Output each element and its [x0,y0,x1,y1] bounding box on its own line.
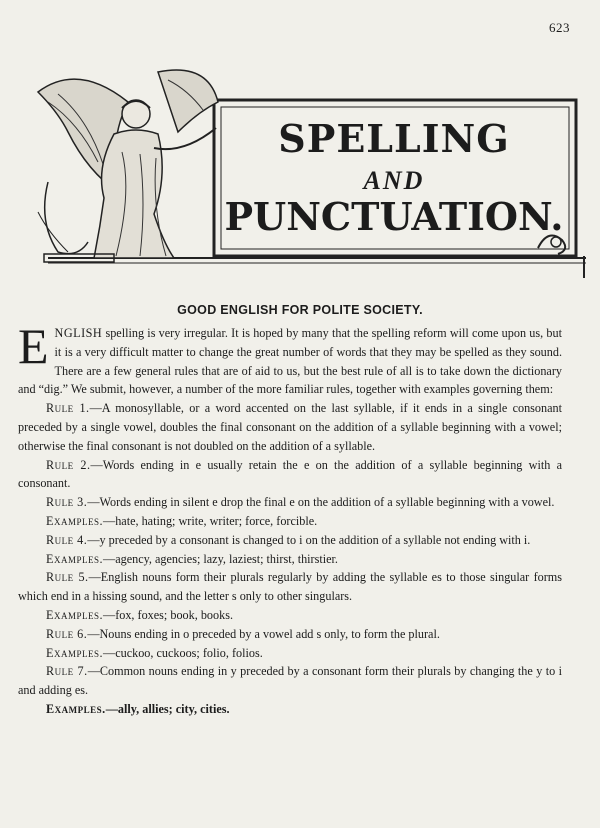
rule-label: Rule 5. [46,570,89,585]
rule-text: —A monosyllable, or a word accented on the last syllable, if it ends in a single consonant preceded by a single vowel, doubles the final consonant on the addition of a syllable beginning with a vowel; otherwise the final consonant is not doubled on the addition of a syllable. [18,401,562,453]
rule-4-paragraph [18,531,562,550]
rule-text: —Words ending in e usually retain the e on the addition of a syllable beginning with a consonant. [18,457,562,491]
title-punctuation: PUNCTUATION. [224,194,564,239]
examples-paragraph [18,700,562,719]
examples-label: Examples. [46,513,103,528]
rule-7-paragraph [18,662,562,700]
examples-text: —cuckoo, cuckoos; folio, folios. [103,645,263,660]
article-body [18,318,562,719]
rule-text: —English nouns form their plurals regularly by adding the syllable es to those singular forms which end in a hissing sound, and the letter s only to other singulars. [18,570,562,604]
rule-3-paragraph [18,493,562,512]
intro-text: spelling is very irregular. It is hoped by many that the spelling reform will come upon us, but it is a very difficult matter to change the great number of words that they may be spelled as they sound. There are a few general rules that are of aid to us, but the best rule of all is to take down the dictionary and “dig.” We submit, however, a number of the more familiar rules, together with examples governing them: [18,326,562,397]
rule-text: —Nouns ending in o preceded by a vowel add s only, to form the plural. [87,626,440,641]
rule-6-paragraph [18,625,562,644]
intro-first-word: NGLISH [54,326,103,340]
rule-label: Rule 3. [46,495,88,510]
examples-label: Examples. [46,607,103,622]
rule-text: —y preceded by a consonant is changed to i on the addition of a syllable not ending with i. [87,532,531,547]
drop-cap: E [18,318,49,374]
rule-label: Rule 6. [46,626,88,641]
intro-paragraph [18,318,562,399]
examples-text: —fox, foxes; book, books. [103,607,233,622]
examples-label: Examples. [46,701,106,716]
examples-paragraph [18,550,562,569]
section-subheading: GOOD ENGLISH FOR POLITE SOCIETY. [177,303,423,317]
banner-title [214,96,574,296]
examples-text: —ally, allies; city, cities. [105,701,230,716]
examples-paragraph [18,644,562,663]
rule-2-paragraph [18,456,562,494]
rule-label: Rule 7. [46,664,88,679]
title-banner [18,62,588,280]
rule-text: —Words ending in silent e drop the final e on the addition of a syllable beginning with a vowel. [87,495,555,510]
examples-paragraph [18,512,562,531]
rule-text: —Common nouns ending in y preceded by a consonant form their plurals by changing the y to i and adding es. [18,664,562,698]
page-number: 623 [549,20,570,35]
title-spelling: SPELLING [278,116,510,161]
rule-label: Rule 1. [46,401,90,416]
title-and: AND [363,166,425,195]
examples-text: —agency, agencies; lazy, laziest; thirst, thirstier. [103,551,338,566]
examples-text: —hate, hating; write, writer; force, forcible. [103,513,318,528]
examples-label: Examples. [46,645,103,660]
rule-label: Rule 4. [46,532,88,547]
examples-paragraph [18,606,562,625]
rule-1-paragraph [18,399,562,455]
rule-5-paragraph [18,568,562,606]
examples-label: Examples. [46,551,103,566]
rule-label: Rule 2. [46,457,91,472]
